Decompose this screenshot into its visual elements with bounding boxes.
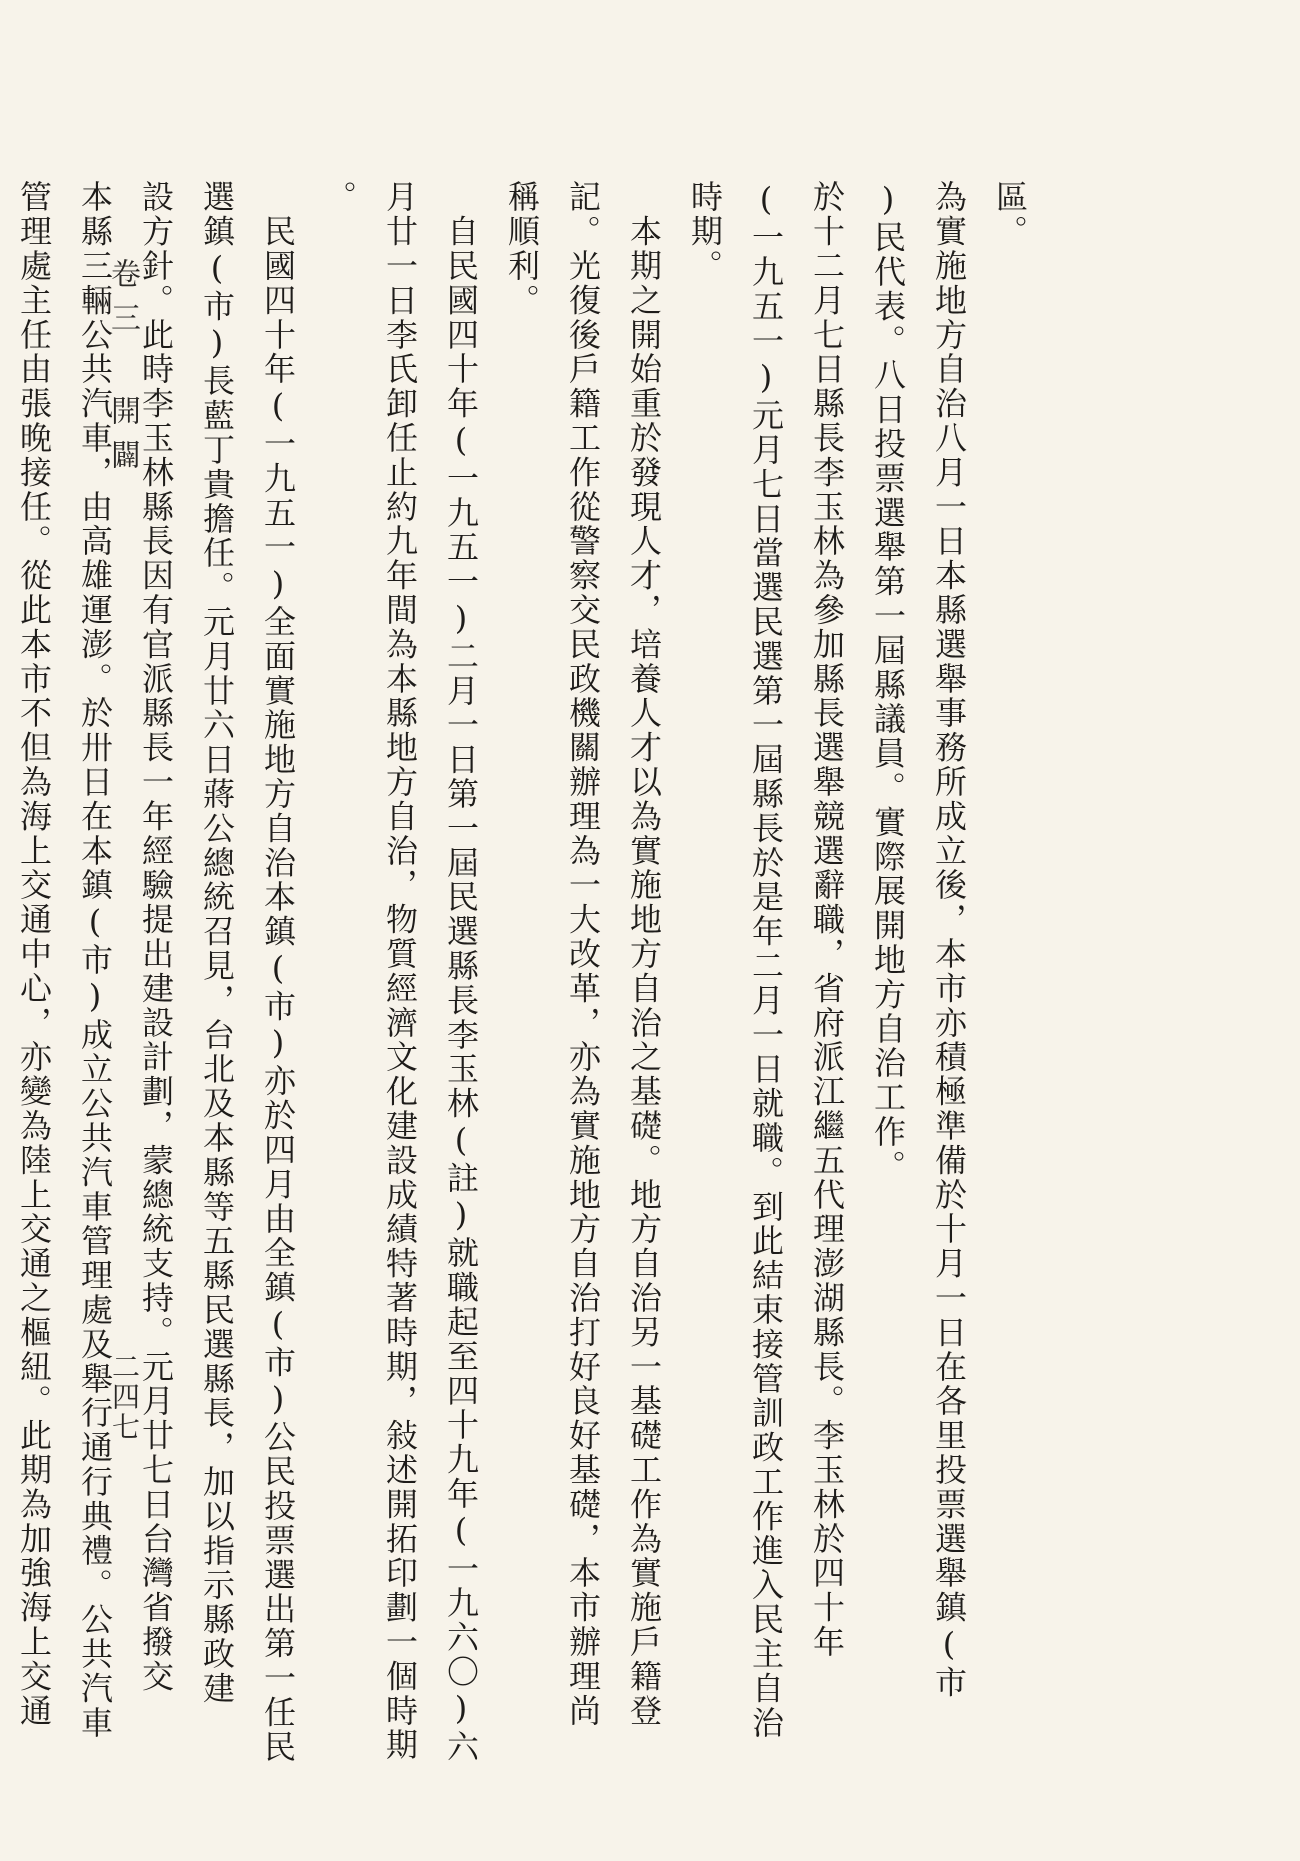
text-column: 。 <box>320 180 358 215</box>
text-column: 自民國四十年(一九五一)二月一日第一屆民選縣長李玉林(註)就職起至四十九年(一九六〇)六 <box>442 180 480 1764</box>
text-column: 為實施地方自治八月一日本縣選舉事務所成立後，本市亦積極準備於十月一日在各里投票選舉鎮(市 <box>930 180 968 1700</box>
text-column: 管理處主任由張晚接任。從此本市不但為海上交通中心，亦變為陸上交通之樞紐。此期為加強海上交通 <box>15 180 53 1728</box>
text-column <box>0 180 3 1740</box>
text-column: 選鎮(市)長藍丁貴擔任。元月廿六日蔣公總統召見，台北及本縣等五縣民選縣長，加以指示縣政建 <box>198 180 236 1706</box>
text-column: 民國四十年(一九五一)全面實施地方自治本鎮(市)亦於四月由全鎮(市)公民投票選出第一任民 <box>259 180 297 1764</box>
text-column: 本期之開始重於發現人才，培養人才以為實施地方自治之基礎。地方自治另一基礎工作為實施戶籍登 <box>625 180 663 1728</box>
text-column: 記。光復後戶籍工作從警察交民政機關辦理為一大改革，亦為實施地方自治打好良好基礎，本市辦理尚 <box>564 180 602 1728</box>
page-number: 二四七 <box>108 1352 141 1442</box>
text-column: (一九五一)元月七日當選民選第一屆縣長於是年二月一日就職。到此結束接管訓政工作進入民主自治 <box>747 180 785 1740</box>
text-column: )民代表。八日投票選舉第一屆縣議員。實際展開地方自治工作。 <box>869 180 907 1184</box>
text-column: 區。 <box>991 180 1029 249</box>
text-column: 設方針。此時李玉林縣長因有官派縣長一年經驗提出建設計劃，蒙總統支持。元月廿七日台灣省撥交 <box>137 180 175 1694</box>
text-column: 稱順利。 <box>503 180 541 318</box>
text-column: 月廿一日李氏卸任止約九年間為本縣地方自治，物質經濟文化建設成績特著時期，敍述開拓印劃一個時期 <box>381 180 419 1763</box>
text-column: 於十二月七日縣長李玉林為參加縣長選舉競選辭職，省府派江繼五代理澎湖縣長。李玉林於四十年 <box>808 180 846 1660</box>
running-header: 卷三 開闢 <box>105 258 140 483</box>
text-column: 時期。 <box>686 180 724 284</box>
text-column: 本縣三輛公共汽車，由高雄運澎。於卅日在本鎮(市)成立公共汽車管理處及舉行通行典禮。公共汽車 <box>76 180 114 1740</box>
